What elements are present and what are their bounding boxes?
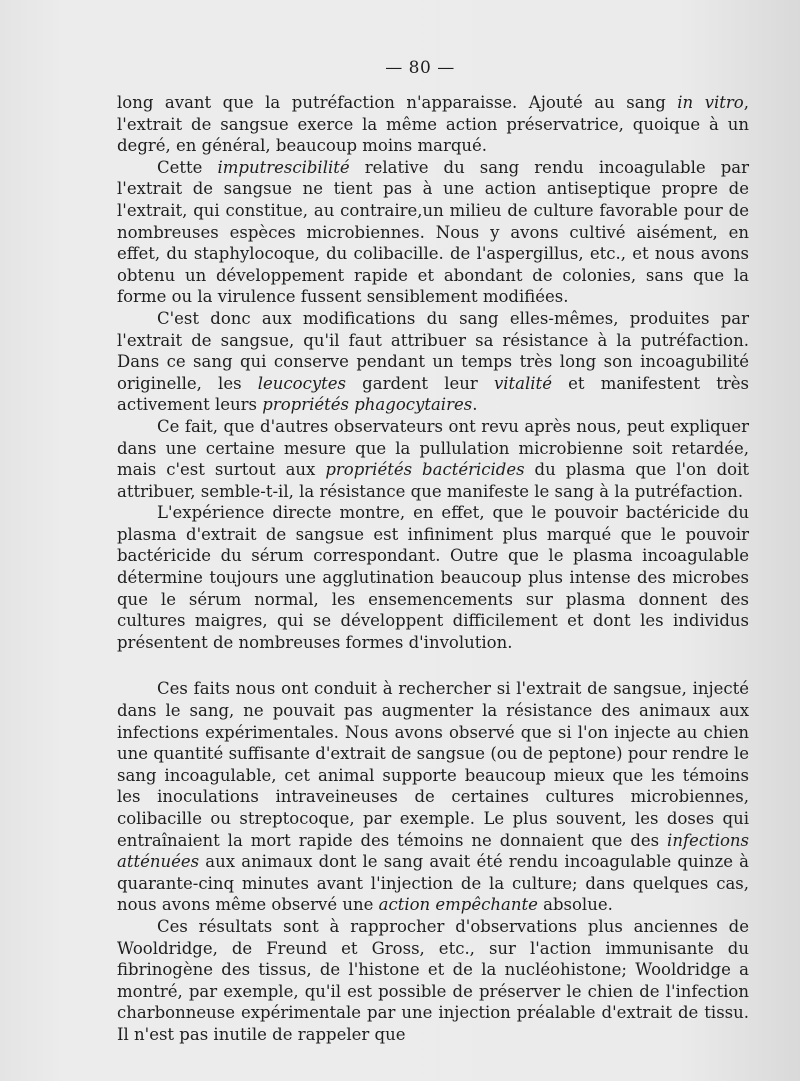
- text-run: Ces faits nous ont conduit à rechercher si l'extrait de sangsue, injecté dans le sang, ne pouvait pas augmenter la résistance des animaux aux infections expérimentales. Nous avons observé que si l'on injecte au chien une quantité suffisante d'extrait de sangsue (ou de peptone) pour rendre le sang incoagulable, cet animal supporte beaucoup mieux que les témoins les inoculations intraveineuses de certaines cultures microbiennes, colibacille ou streptocoque, par exemple. Le plus souvent, les doses qui entraînaient la mort rapide des témoins ne donnaient que des: [117, 679, 749, 850]
- text-run: , l'extrait de sangsue exerce la même action préservatrice, quoique à un degré, en général, beaucoup moins marqué.: [117, 93, 749, 156]
- italic-run: propriétés phagocytaires: [262, 395, 473, 415]
- text-run: C'est donc aux modifications du sang elles-mêmes, produites par l'extrait de sangsue, qu'il faut attribuer sa résistance à la putréfaction. Dans ce sang qui conserve pendant un temps très long son incoagubilité originelle, les: [117, 308, 749, 393]
- body-text: [117, 92, 749, 1046]
- text-run: du plasma que l'on doit attribuer, semble-t-il, la résistance que manifeste le sang à la putréfaction.: [117, 460, 749, 501]
- text-run: L'expérience directe montre, en effet, que le pouvoir bactéricide du plasma d'extrait de sangsue est infiniment plus marqué que le pouvoir bactéricide du sérum correspondant. Outre que le plasma incoagulable détermine toujours une agglutination beaucoup plus intense des microbes que le sérum normal, les ensemencements sur plasma donnent des cultures maigres, qui se développent difficilement et dont les individus présentent de nombreuses formes d'involution.: [117, 503, 749, 652]
- text-run: aux animaux dont le sang avait été rendu incoagulable quinze à quarante-cinq minutes avant l'injection de la culture; dans quelques cas, nous avons même observé une: [117, 852, 749, 915]
- italic-run: propriétés bactéricides: [325, 460, 525, 480]
- text-run: gardent leur: [346, 373, 494, 393]
- italic-run: action empêchante: [378, 895, 538, 915]
- paragraph: [117, 157, 749, 308]
- italic-run: infections atténuées: [117, 830, 749, 872]
- text-run: Ces résultats sont à rapprocher d'observations plus anciennes de Wooldridge, de Freund et Gross, etc., sur l'action immunisante du fibrinogène des tissus, de l'histone et de la nucléohistone; Wooldridge a montré, par exemple, qu'il est possible de préserver le chien de l'infection charbonneuse expérimentale par une injection préalable d'extrait de tissu. Il n'est pas inutile de rappeler que: [117, 916, 749, 1044]
- paragraph: [117, 308, 749, 416]
- paragraph: [117, 678, 749, 916]
- italic-run: imputrescibilité: [217, 157, 350, 177]
- text-run: Cette: [157, 157, 218, 177]
- paragraph: [117, 502, 749, 653]
- text-run: et manifestent très activement leurs: [117, 373, 749, 415]
- paragraph: [117, 92, 749, 157]
- text-run: long avant que la putréfaction n'apparaisse. Ajouté au sang: [117, 93, 678, 112]
- text-run: Ce fait, que d'autres observateurs ont revu après nous, peut expliquer dans une certaine mesure que la pullulation microbienne soit retardée, mais c'est surtout aux: [117, 416, 749, 480]
- italic-run: vitalité: [493, 373, 552, 393]
- text-run: .: [472, 395, 478, 415]
- italic-run: leucocytes: [257, 373, 347, 393]
- text-run: relative du sang rendu incoagulable par l'extrait de sangsue ne tient pas à une action antiseptique propre de l'extrait, qui constitue, au contraire,un milieu de culture favorable pour de nombreuses espèces microbiennes. Nous y avons cultivé aisément, en effet, du staphylocoque, du colibacille. de l'aspergillus, etc., et nous avons obtenu un développement rapide et abondant de colonies, sans que la forme ou la virulence fussent sensiblement modifiées.: [117, 157, 749, 307]
- page-number: — 80 —: [385, 58, 455, 78]
- paragraph: [117, 416, 749, 502]
- paragraph: [117, 916, 749, 1046]
- italic-run: in vitro: [677, 93, 744, 112]
- text-run: absolue.: [537, 895, 613, 915]
